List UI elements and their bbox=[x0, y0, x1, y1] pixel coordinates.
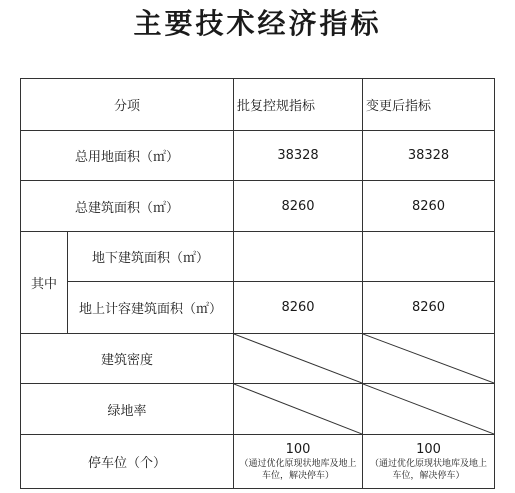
cell-changed: 8260 bbox=[363, 181, 495, 232]
cell-changed: 8260 bbox=[363, 282, 495, 334]
table-row bbox=[21, 384, 495, 435]
cell-approved bbox=[234, 435, 363, 489]
cell-changed bbox=[363, 435, 495, 489]
table-row bbox=[21, 282, 495, 334]
cell-approved: 38328 bbox=[234, 131, 363, 181]
table-row bbox=[21, 181, 495, 232]
empty-diagonal-cell bbox=[234, 334, 363, 384]
row-label: 总建筑面积（㎡） bbox=[21, 181, 234, 232]
row-label: 停车位（个） bbox=[21, 435, 234, 489]
header-approved: 批复控规指标 bbox=[234, 79, 363, 131]
empty-diagonal-cell bbox=[363, 334, 495, 384]
diagonal-line bbox=[363, 334, 494, 383]
cell-approved bbox=[234, 232, 363, 282]
diagonal-line bbox=[363, 384, 494, 434]
parking-value: 100 bbox=[285, 441, 311, 457]
row-label: 地上计容建筑面积（㎡） bbox=[68, 282, 234, 334]
of-which-label: 其中 bbox=[21, 232, 68, 334]
table-row bbox=[21, 232, 495, 282]
table-header-row bbox=[21, 79, 495, 131]
header-category: 分项 bbox=[21, 79, 234, 131]
empty-diagonal-cell bbox=[363, 384, 495, 435]
parking-note: （通过优化原现状地库及地上车位，解决停车） bbox=[370, 458, 488, 481]
cell-approved: 8260 bbox=[234, 282, 363, 334]
cell-approved: 8260 bbox=[234, 181, 363, 232]
cell-changed: 38328 bbox=[363, 131, 495, 181]
header-changed: 变更后指标 bbox=[363, 79, 495, 131]
cell-changed bbox=[363, 232, 495, 282]
page-title: 主要技术经济指标 bbox=[133, 7, 382, 40]
row-label: 建筑密度 bbox=[21, 334, 234, 384]
diagonal-line bbox=[234, 384, 362, 434]
parking-value: 100 bbox=[416, 441, 441, 457]
table-row bbox=[21, 131, 495, 181]
table-row bbox=[21, 435, 495, 489]
row-label: 绿地率 bbox=[21, 384, 234, 435]
table-row bbox=[21, 334, 495, 384]
empty-diagonal-cell bbox=[234, 384, 363, 435]
row-label: 地下建筑面积（㎡） bbox=[68, 232, 234, 282]
technical-indicators-table bbox=[20, 78, 495, 489]
parking-note: （通过优化原现状地库及地上车位，解决停车） bbox=[239, 458, 357, 481]
row-label: 总用地面积（㎡） bbox=[21, 131, 234, 181]
diagonal-line bbox=[234, 334, 362, 383]
